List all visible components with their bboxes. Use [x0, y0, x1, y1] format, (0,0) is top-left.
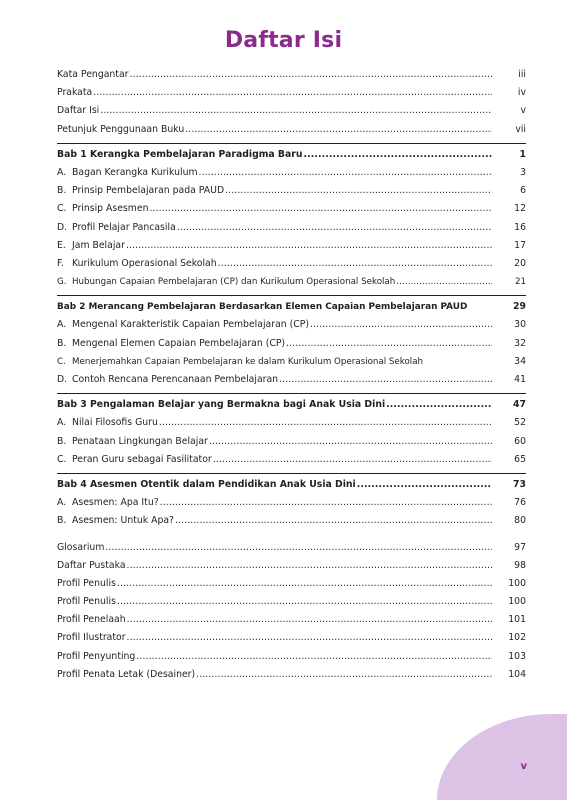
table-of-contents: [57, 66, 526, 684]
subentry-page: 65: [514, 453, 526, 465]
chapter-title: Bab 3 Pengalaman Belajar yang Bermakna bagi Anak Usia Dini: [57, 399, 386, 411]
subentry-page: 20: [514, 257, 526, 269]
subentry-letter: B.: [57, 435, 67, 447]
toc-subentry[interactable]: [57, 273, 526, 291]
toc-entry-label: Profil Penelaah: [57, 614, 126, 626]
subentry-letter: B.: [57, 515, 67, 527]
leader-dots: [117, 575, 492, 593]
leader-dots: [286, 335, 492, 353]
toc-entry-page: iii: [518, 69, 526, 80]
toc-entry[interactable]: [57, 557, 526, 575]
toc-entry-page: 104: [508, 668, 526, 680]
subentry-page: 60: [514, 435, 526, 447]
chapter-title: Bab 4 Asesmen Otentik dalam Pendidikan Anak Usia Dini: [57, 478, 356, 490]
subentry-label: Asesmen: Untuk Apa?: [72, 515, 174, 527]
subentry-label: Profil Pelajar Pancasila: [72, 221, 176, 233]
leader-dots: [185, 121, 492, 139]
subentry-letter: A.: [57, 319, 67, 331]
leader-dots: [159, 414, 492, 432]
subentry-letter: D.: [57, 221, 68, 233]
toc-subentry[interactable]: [57, 371, 526, 389]
toc-entry-label: Profil Penata Letak (Desainer): [57, 668, 196, 680]
subentry-letter: F.: [57, 257, 64, 269]
leader-dots: [177, 219, 492, 237]
subentry-letter: C.: [57, 356, 66, 367]
leader-dots: [209, 433, 492, 451]
subentry-letter: B.: [57, 185, 67, 197]
toc-entry-page: iv: [517, 87, 526, 99]
chapter-page: 47: [513, 399, 526, 411]
subentry-page: 6: [520, 185, 526, 197]
toc-entry-label: Kata Pengantar: [57, 69, 129, 80]
leader-dots: [213, 451, 492, 469]
toc-entry-page: 103: [508, 650, 526, 662]
leader-dots: [149, 200, 492, 218]
subentry-page: 21: [514, 277, 526, 288]
subentry-label: Penataan Lingkungan Belajar: [72, 435, 208, 447]
leader-dots: [127, 557, 492, 575]
toc-entry-label: Prakata: [57, 87, 93, 99]
toc-subentry[interactable]: [57, 316, 526, 334]
page-title: Daftar Isi: [224, 28, 343, 53]
divider: [57, 295, 526, 296]
leader-dots: [129, 66, 492, 84]
toc-entry[interactable]: [57, 121, 526, 139]
toc-subentry[interactable]: [57, 164, 526, 182]
toc-entry-page: vii: [515, 123, 526, 135]
toc-entry-page: 100: [508, 577, 526, 589]
subentry-letter: E.: [57, 239, 66, 251]
toc-subentry[interactable]: [57, 335, 526, 353]
leader-dots: [218, 255, 492, 273]
subentry-page: 76: [514, 497, 526, 509]
toc-entry-label: Profil Penulis: [57, 596, 116, 608]
subentry-page: 3: [520, 166, 526, 178]
subentry-label: Contoh Rencana Perencanaan Pembelajaran: [72, 374, 279, 385]
toc-entry[interactable]: [57, 629, 526, 647]
toc-subentry[interactable]: [57, 353, 526, 371]
subentry-label: Peran Guru sebagai Fasilitator: [72, 453, 212, 465]
toc-entry-label: Glosarium: [57, 541, 105, 553]
leader-dots: [310, 316, 492, 334]
leader-dots: [303, 146, 492, 164]
leader-dots: [136, 648, 492, 666]
toc-subentry[interactable]: [57, 414, 526, 432]
subentry-page: 17: [514, 239, 526, 251]
subentry-letter: C.: [57, 453, 67, 465]
toc-entry-page: 98: [514, 559, 526, 571]
corner-decoration: [437, 714, 567, 800]
divider: [57, 143, 526, 144]
toc-entry[interactable]: [57, 575, 526, 593]
subentry-letter: D.: [57, 374, 68, 385]
subentry-page: 52: [514, 417, 526, 429]
toc-entry[interactable]: [57, 611, 526, 629]
leader-dots: [160, 494, 492, 512]
page-number: v: [520, 761, 527, 772]
leader-dots: [196, 666, 492, 684]
toc-subentry[interactable]: [57, 237, 526, 255]
subentry-label: Prinsip Asesmen: [72, 203, 149, 215]
subentry-letter: B.: [57, 337, 67, 349]
chapter-entry[interactable]: [57, 396, 526, 414]
toc-subentry[interactable]: [57, 219, 526, 237]
subentry-page: 41: [514, 374, 526, 385]
leader-dots: [357, 476, 492, 494]
leader-dots: [175, 512, 492, 530]
subentry-label: Mengenal Elemen Capaian Pembelajaran (CP): [72, 337, 286, 349]
chapter-page: 73: [513, 478, 526, 490]
toc-entry-label: Daftar Pustaka: [57, 559, 126, 571]
subentry-label: Menerjemahkan Capaian Pembelajaran ke dalam Kurikulum Operasional Sekolah: [72, 356, 424, 367]
toc-entry-page: 97: [514, 541, 526, 553]
toc-subentry[interactable]: [57, 494, 526, 512]
leader-dots: [105, 539, 492, 557]
leader-dots: [279, 371, 492, 389]
chapter-entry[interactable]: [57, 146, 526, 164]
subentry-letter: C.: [57, 203, 67, 215]
toc-subentry[interactable]: [57, 451, 526, 469]
toc-subentry[interactable]: [57, 255, 526, 273]
toc-entry[interactable]: [57, 539, 526, 557]
toc-entry-label: Petunjuk Penggunaan Buku: [57, 123, 185, 135]
subentry-page: 16: [514, 221, 526, 233]
leader-dots: [117, 593, 492, 611]
leader-dots: [199, 164, 492, 182]
subentry-label: Hubungan Capaian Pembelajaran (CP) dan Kurikulum Operasional Sekolah: [72, 277, 396, 288]
toc-entry[interactable]: [57, 666, 526, 684]
toc-entry-label: Daftar Isi: [57, 105, 100, 117]
toc-entry[interactable]: [57, 593, 526, 611]
toc-subentry[interactable]: [57, 200, 526, 218]
toc-subentry[interactable]: [57, 512, 526, 530]
subentry-label: Asesmen: Apa Itu?: [72, 497, 159, 509]
toc-entry-page: 100: [508, 596, 526, 608]
subentry-letter: G.: [57, 277, 67, 288]
divider: [57, 393, 526, 394]
subentry-letter: A.: [57, 166, 67, 178]
subentry-letter: A.: [57, 497, 67, 509]
leader-dots: [127, 611, 492, 629]
chapter-title: Bab 2 Merancang Pembelajaran Berdasarkan Elemen Capaian Pembelajaran PAUD: [57, 302, 468, 313]
subentry-page: 34: [514, 355, 526, 367]
subentry-label: Kurikulum Operasional Sekolah: [72, 257, 217, 269]
toc-entry[interactable]: [57, 84, 526, 102]
leader-dots: [396, 273, 492, 291]
toc-subentry[interactable]: [57, 182, 526, 200]
chapter-entry[interactable]: [57, 476, 526, 494]
toc-entry[interactable]: [57, 66, 526, 84]
toc-entry-page: 102: [508, 632, 526, 644]
toc-entry-page: v: [520, 105, 526, 117]
subentry-page: 12: [514, 203, 526, 215]
leader-dots: [386, 396, 492, 414]
subentry-label: Nilai Filosofis Guru: [72, 417, 158, 429]
chapter-entry[interactable]: [57, 298, 526, 316]
subentry-label: Bagan Kerangka Kurikulum: [72, 166, 198, 178]
toc-entry-label: Profil Penyunting: [57, 650, 136, 662]
leader-dots: [127, 629, 492, 647]
toc-entry[interactable]: [57, 648, 526, 666]
subentry-label: Prinsip Pembelajaran pada PAUD: [72, 185, 225, 197]
leader-dots: [100, 102, 492, 120]
subentry-page: 32: [514, 337, 526, 349]
divider: [57, 473, 526, 474]
leader-dots: [93, 84, 492, 102]
chapter-title: Bab 1 Kerangka Pembelajaran Paradigma Baru: [57, 148, 303, 160]
toc-entry[interactable]: [57, 102, 526, 120]
toc-entry-page: 101: [508, 614, 526, 626]
subentry-label: Mengenal Karakteristik Capaian Pembelajaran (CP): [72, 319, 309, 331]
subentry-page: 30: [514, 319, 526, 331]
toc-entry-label: Profil Ilustrator: [57, 632, 126, 644]
spacer: [57, 531, 526, 539]
subentry-label: Jam Belajar: [72, 239, 125, 251]
chapter-page: 1: [519, 148, 526, 160]
subentry-page: 80: [514, 515, 526, 527]
leader-dots: [126, 237, 492, 255]
leader-dots: [225, 182, 492, 200]
toc-subentry[interactable]: [57, 433, 526, 451]
chapter-page: 29: [513, 301, 526, 313]
toc-entry-label: Profil Penulis: [57, 577, 116, 589]
subentry-letter: A.: [57, 417, 67, 429]
